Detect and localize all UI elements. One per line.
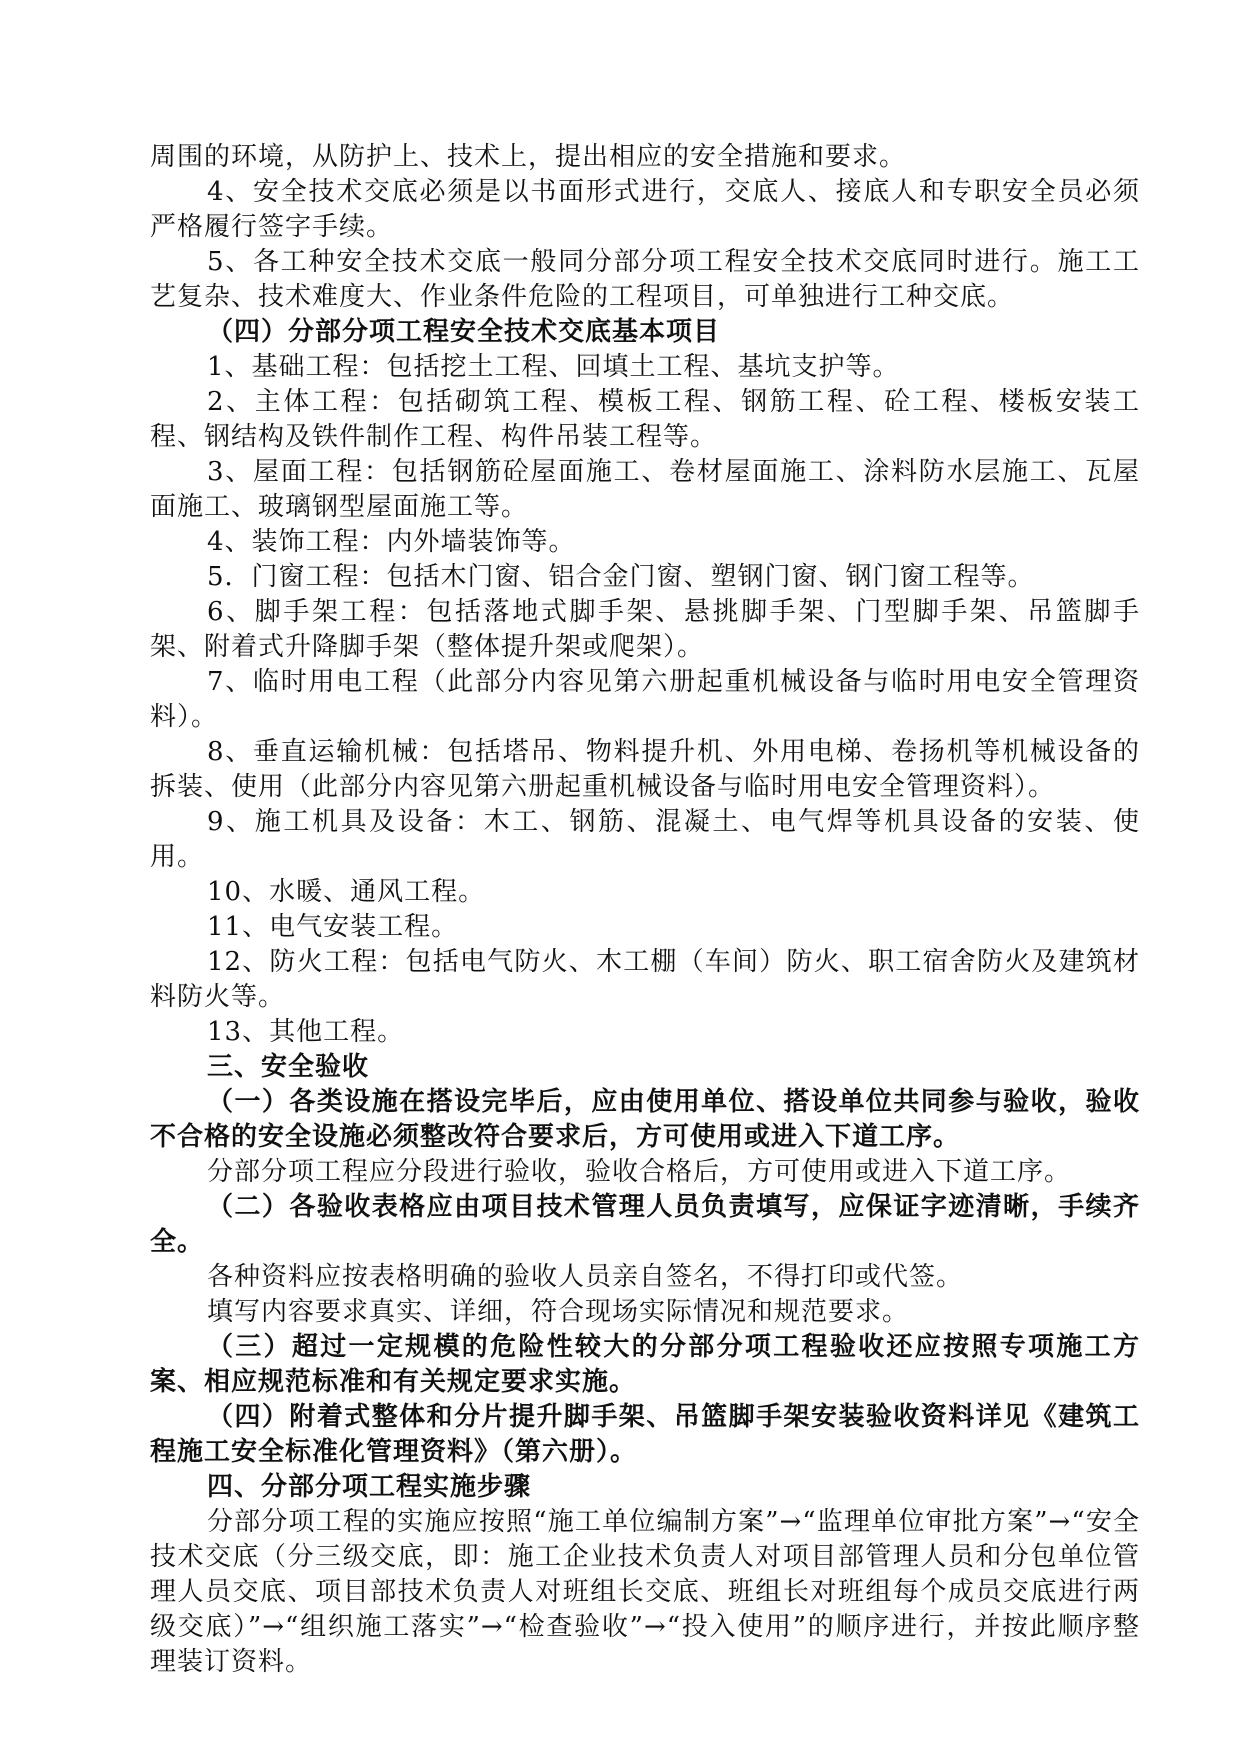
subsection-heading: （二）各验收表格应由项目技术管理人员负责填写，应保证字迹清晰，手续齐全。 (150, 1192, 1140, 1257)
subsection-heading: （四）附着式整体和分片提升脚手架、吊篮脚手架安装验收资料详见《建筑工程施工安全标准化管理资料》（第六册）。 (150, 1402, 1140, 1467)
document-page (150, 140, 1140, 1680)
list-item: 2、主体工程：包括砌筑工程、模板工程、钢筋工程、砼工程、楼板安装工程、钢结构及铁件制作工程、构件吊装工程等。 (150, 387, 1140, 452)
list-item: 1、基础工程：包括挖土工程、回填土工程、基坑支护等。 (207, 352, 900, 382)
list-item: 10、水暖、通风工程。 (207, 877, 486, 907)
list-item: 7、临时用电工程（此部分内容见第六册起重机械设备与临时用电安全管理资料）。 (150, 667, 1140, 732)
paragraph: 分部分项工程应分段进行验收，验收合格后，方可使用或进入下道工序。 (207, 1157, 1072, 1187)
paragraph: 分部分项工程的实施应按照“施工单位编制方案”→“监理单位审批方案”→“安全技术交底（分三级交底，即：施工企业技术负责人对项目部管理人员和分包单位管理人员交底、项目部技术负责人对班组长交底、班组长对班组每个成员交底进行两级交底）”→“组织施工落实”→“检查验收”→“投入使用”的顺序进行，并按此顺序整理装订资料。 (150, 1507, 1140, 1677)
section-heading: 四、分部分项工程实施步骤 (207, 1472, 532, 1502)
section-heading: 三、安全验收 (207, 1052, 370, 1082)
paragraph: 4、安全技术交底必须是以书面形式进行，交底人、接底人和专职安全员必须严格履行签字手续。 (150, 177, 1140, 242)
section-heading: （四）分部分项工程安全技术交底基本项目 (207, 317, 721, 347)
subsection-heading: （三）超过一定规模的危险性较大的分部分项工程验收还应按照专项施工方案、相应规范标准和有关规定要求实施。 (150, 1332, 1140, 1397)
paragraph: 各种资料应按表格明确的验收人员亲自签名，不得打印或代签。 (207, 1262, 964, 1292)
list-item: 11、电气安装工程。 (207, 912, 459, 942)
list-item: 9、施工机具及设备：木工、钢筋、混凝土、电气焊等机具设备的安装、使用。 (150, 807, 1140, 872)
list-item: 12、防火工程：包括电气防火、木工棚（车间）防火、职工宿舍防火及建筑材料防火等。 (150, 947, 1140, 1012)
list-item: 8、垂直运输机械：包括塔吊、物料提升机、外用电梯、卷扬机等机械设备的拆装、使用（此部分内容见第六册起重机械设备与临时用电安全管理资料）。 (150, 737, 1140, 802)
paragraph: 填写内容要求真实、详细，符合现场实际情况和规范要求。 (207, 1297, 910, 1327)
paragraph: 5、各工种安全技术交底一般同分部分项工程安全技术交底同时进行。施工工艺复杂、技术难度大、作业条件危险的工程项目，可单独进行工种交底。 (150, 247, 1140, 312)
list-item: 6、脚手架工程：包括落地式脚手架、悬挑脚手架、门型脚手架、吊篮脚手架、附着式升降脚手架（整体提升架或爬架）。 (150, 597, 1140, 662)
list-item: 4、装饰工程：内外墙装饰等。 (207, 527, 576, 557)
list-item: 3、屋面工程：包括钢筋砼屋面施工、卷材屋面施工、涂料防水层施工、瓦屋面施工、玻璃钢型屋面施工等。 (150, 457, 1140, 522)
paragraph: 周围的环境，从防护上、技术上，提出相应的安全措施和要求。 (150, 142, 907, 172)
list-item: 13、其他工程。 (207, 1017, 405, 1047)
subsection-heading: （一）各类设施在搭设完毕后，应由使用单位、搭设单位共同参与验收，验收不合格的安全设施必须整改符合要求后，方可使用或进入下道工序。 (150, 1087, 1140, 1152)
list-item: 5．门窗工程：包括木门窗、铝合金门窗、塑钢门窗、钢门窗工程等。 (207, 562, 1035, 592)
